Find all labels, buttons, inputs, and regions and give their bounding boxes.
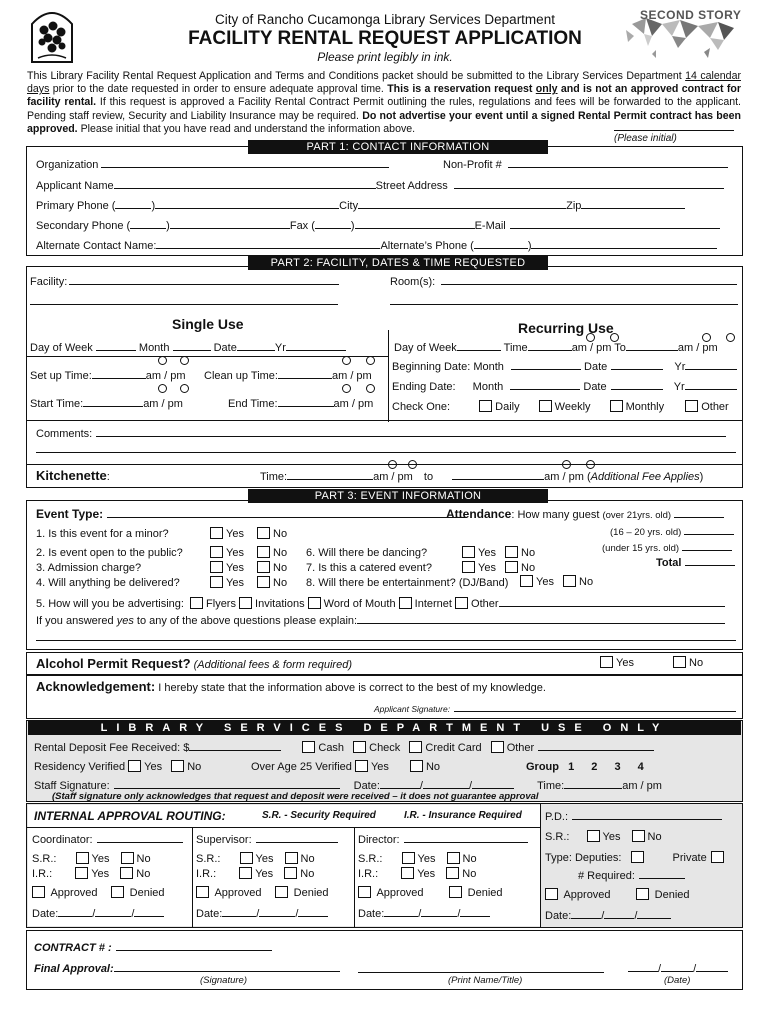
end-yr-field[interactable] (685, 379, 737, 390)
part3-heading: PART 3: EVENT INFORMATION (248, 489, 548, 503)
staff-date-month[interactable] (380, 778, 420, 789)
sr-legend: S.R. - Security Required (262, 810, 376, 821)
recurring-use-heading: Recurring Use (518, 320, 614, 336)
kitchenette-label: Kitchenette (36, 468, 107, 483)
q1-no-checkbox[interactable] (257, 527, 270, 539)
q3-no-checkbox[interactable] (257, 561, 270, 573)
weekly-checkbox[interactable] (539, 400, 552, 412)
applicant-signature-field[interactable] (454, 703, 736, 712)
deposit-amount-field[interactable] (189, 740, 281, 751)
internet-checkbox[interactable] (399, 597, 412, 609)
monthly-checkbox[interactable] (610, 400, 623, 412)
applicant-name-field[interactable] (114, 178, 376, 189)
other-payment-checkbox[interactable] (491, 741, 504, 753)
credit-card-checkbox[interactable] (409, 741, 422, 753)
form-subtitle: Please print legibly in ink. (317, 50, 453, 64)
pd-date-day[interactable] (604, 908, 634, 919)
facility-field[interactable] (69, 274, 339, 285)
sup-ir-no-checkbox[interactable] (284, 867, 297, 879)
director-field[interactable] (404, 832, 528, 843)
contract-box (26, 930, 743, 990)
group-1[interactable]: 1 (568, 761, 575, 773)
coordinator-field[interactable] (97, 832, 183, 843)
supervisor-field[interactable] (256, 832, 338, 843)
initial-label: (Please initial) (614, 133, 677, 144)
pd-field[interactable] (572, 809, 722, 820)
q2-no-checkbox[interactable] (257, 546, 270, 558)
q6-label: 6. Will there be dancing? (306, 547, 428, 559)
dir-date-year[interactable] (460, 906, 490, 917)
recurring-to-am-radio[interactable] (702, 333, 711, 342)
staff-date-day[interactable] (423, 778, 469, 789)
group-4[interactable]: 4 (637, 761, 644, 773)
sup-denied-checkbox[interactable] (275, 886, 288, 898)
pd-date-year[interactable] (637, 908, 671, 919)
recurring-to-field[interactable] (626, 340, 678, 351)
routing-heading: INTERNAL APPROVAL ROUTING: (34, 809, 226, 823)
sup-date-month[interactable] (222, 906, 256, 917)
coord-sr-yes-checkbox[interactable] (76, 852, 89, 864)
part1-heading: PART 1: CONTACT INFORMATION (248, 140, 548, 154)
street-address-field[interactable] (454, 178, 724, 189)
dir-sr-yes-checkbox[interactable] (402, 852, 415, 864)
sup-approved-checkbox[interactable] (196, 886, 209, 898)
coord-ir-yes-checkbox[interactable] (75, 867, 88, 879)
single-month-field[interactable] (173, 340, 211, 351)
sup-date-day[interactable] (259, 906, 295, 917)
date-caption: (Date) (664, 975, 691, 986)
explain-field[interactable] (357, 613, 725, 624)
group-2[interactable]: 2 (591, 761, 598, 773)
setup-time-field[interactable] (92, 368, 146, 379)
other-recurring-checkbox[interactable] (685, 400, 698, 412)
secondary-phone-area[interactable] (130, 218, 166, 229)
q1-label: 1. Is this event for a minor? (36, 528, 169, 540)
nonprofit-field[interactable] (508, 157, 728, 168)
attendance-under15-field[interactable] (682, 540, 732, 551)
comments-field[interactable] (96, 426, 726, 437)
dir-date-day[interactable] (421, 906, 457, 917)
staff-signature-field[interactable] (114, 778, 340, 789)
q8-label: 8. Will there be entertainment? (DJ/Band) (306, 577, 509, 589)
staff-date-year[interactable] (472, 778, 514, 789)
recurring-am-radio[interactable] (586, 333, 595, 342)
setup-am-radio[interactable] (158, 356, 167, 365)
q7-label: 7. Is this a catered event? (306, 562, 432, 574)
other-payment-field[interactable] (538, 740, 654, 751)
sup-date-year[interactable] (298, 906, 328, 917)
coord-sr-no-checkbox[interactable] (121, 852, 134, 864)
dir-ir-no-checkbox[interactable] (446, 867, 459, 879)
alt-phone-area[interactable] (474, 238, 528, 249)
q6-yes-checkbox[interactable] (462, 546, 475, 558)
num-required-field[interactable] (639, 868, 685, 879)
end-time-field[interactable] (278, 396, 334, 407)
other-advertising-checkbox[interactable] (455, 597, 468, 609)
contract-number-field[interactable] (116, 940, 272, 951)
begin-month-field[interactable] (511, 359, 581, 370)
staff-disclaimer: (Staff signature only acknowledges that request and deposit were received – it does not guarantee approval (52, 791, 539, 802)
intro-paragraph: This Library Facility Rental Request Application and Terms and Conditions packet should be submitted to the Library Services Department 14 calendar days prior to the date requested in order to ensure adequate approval time. This is a reservation request only and is not an approved contract for facility rental. If this request is approved a Facility Rental Contract Permit outlining the rules, regulations and fees will be forwarded to the applicant. Pending staff review, Security and Liability Insurance may be required. Do not advertise your event until a signed Rental Permit contract has been approved. Please initial that you have read and understand the information above. (27, 70, 742, 135)
event-type-field[interactable] (107, 507, 467, 518)
invitations-checkbox[interactable] (239, 597, 252, 609)
deputies-checkbox[interactable] (631, 851, 644, 863)
q3-yes-checkbox[interactable] (210, 561, 223, 573)
dir-approved-checkbox[interactable] (358, 886, 371, 898)
ack-label: Acknowledgement: (36, 679, 156, 694)
q7-yes-checkbox[interactable] (462, 561, 475, 573)
daily-checkbox[interactable] (479, 400, 492, 412)
coord-date-day[interactable] (95, 906, 131, 917)
sup-sr-yes-checkbox[interactable] (240, 852, 253, 864)
cleanup-am-radio[interactable] (342, 356, 351, 365)
alt-contact-field[interactable] (156, 238, 380, 249)
city-field[interactable] (358, 198, 566, 209)
dir-denied-checkbox[interactable] (449, 886, 462, 898)
email-field[interactable] (510, 218, 720, 229)
logo-text: SECOND STORY (640, 8, 742, 22)
alcohol-yes-checkbox[interactable] (600, 656, 613, 668)
pd-sr-yes-checkbox[interactable] (587, 830, 600, 842)
q1-yes-checkbox[interactable] (210, 527, 223, 539)
part3-box (26, 500, 743, 650)
end-am-radio[interactable] (342, 384, 351, 393)
over25-no-checkbox[interactable] (410, 760, 423, 772)
signature-caption: (Signature) (200, 975, 247, 986)
rooms-field[interactable] (441, 274, 737, 285)
final-date-year[interactable] (696, 961, 728, 972)
group-3[interactable]: 3 (614, 761, 621, 773)
part2-heading: PART 2: FACILITY, DATES & TIME REQUESTED (248, 256, 548, 270)
q4-no-checkbox[interactable] (257, 576, 270, 588)
residency-yes-checkbox[interactable] (128, 760, 141, 772)
attendance-over21-field[interactable] (674, 507, 724, 518)
recurring-day-field[interactable] (457, 340, 501, 351)
coord-date-year[interactable] (134, 906, 164, 917)
residency-no-checkbox[interactable] (171, 760, 184, 772)
kitchen-start-am-radio[interactable] (388, 460, 397, 469)
pd-date-month[interactable] (571, 908, 601, 919)
pd-approved-checkbox[interactable] (545, 888, 558, 900)
q4-label: 4. Will anything be delivered? (36, 577, 180, 589)
flyers-checkbox[interactable] (190, 597, 203, 609)
alcohol-no-checkbox[interactable] (673, 656, 686, 668)
final-date-month[interactable] (628, 961, 658, 972)
staff-time-field[interactable] (564, 778, 622, 789)
final-approval-signature[interactable] (114, 961, 340, 972)
kitchen-start-pm-radio[interactable] (408, 460, 417, 469)
department-name: City of Rancho Cucamonga Library Services Department (215, 12, 555, 27)
other-advertising-field[interactable] (499, 596, 725, 607)
coord-approved-checkbox[interactable] (32, 886, 45, 898)
pd-sr-no-checkbox[interactable] (632, 830, 645, 842)
zip-field[interactable] (581, 198, 685, 209)
recurring-time-field[interactable] (528, 340, 572, 351)
begin-date-field[interactable] (611, 359, 663, 370)
q7-no-checkbox[interactable] (505, 561, 518, 573)
organization-field[interactable] (101, 157, 389, 168)
cleanup-time-field[interactable] (278, 368, 332, 379)
setup-pm-radio[interactable] (180, 356, 189, 365)
end-month-field[interactable] (510, 379, 580, 390)
private-checkbox[interactable] (711, 851, 724, 863)
q8-no-checkbox[interactable] (563, 575, 576, 587)
final-date-day[interactable] (661, 961, 693, 972)
q4-yes-checkbox[interactable] (210, 576, 223, 588)
form-title: FACILITY RENTAL REQUEST APPLICATION (188, 28, 582, 49)
sup-sr-no-checkbox[interactable] (285, 852, 298, 864)
attendance-16-20-field[interactable] (684, 524, 734, 535)
alcohol-label: Alcohol Permit Request? (36, 656, 191, 671)
coord-denied-checkbox[interactable] (111, 886, 124, 898)
kitchen-start-field[interactable] (287, 469, 373, 480)
secondary-phone-field[interactable] (170, 218, 290, 229)
primary-phone-field[interactable] (155, 198, 339, 209)
dir-date-month[interactable] (384, 906, 418, 917)
attendance-total-field[interactable] (685, 555, 735, 566)
kitchen-end-pm-radio[interactable] (586, 460, 595, 469)
ir-legend: I.R. - Insurance Required (404, 810, 522, 821)
q6-no-checkbox[interactable] (505, 546, 518, 558)
over25-yes-checkbox[interactable] (355, 760, 368, 772)
word-of-mouth-checkbox[interactable] (308, 597, 321, 609)
q8-yes-checkbox[interactable] (520, 575, 533, 587)
staff-heading: LIBRARY SERVICES DEPARTMENT USE ONLY (28, 721, 741, 735)
q3-label: 3. Admission charge? (36, 562, 142, 574)
sup-ir-yes-checkbox[interactable] (239, 867, 252, 879)
begin-yr-field[interactable] (685, 359, 737, 370)
q2-yes-checkbox[interactable] (210, 546, 223, 558)
fax-field[interactable] (355, 218, 475, 229)
single-yr-field[interactable] (286, 340, 346, 351)
cash-checkbox[interactable] (302, 741, 315, 753)
pd-denied-checkbox[interactable] (636, 888, 649, 900)
coord-date-month[interactable] (58, 906, 92, 917)
kitchen-end-field[interactable] (452, 469, 544, 480)
q2-label: 2. Is event open to the public? (36, 547, 183, 559)
single-use-heading: Single Use (172, 316, 244, 332)
dir-ir-yes-checkbox[interactable] (401, 867, 414, 879)
print-name-caption: (Print Name/Title) (448, 975, 523, 986)
end-date-field[interactable] (611, 379, 663, 390)
start-time-field[interactable] (83, 396, 143, 407)
single-day-field[interactable] (96, 340, 136, 351)
primary-phone-area[interactable] (115, 198, 151, 209)
dir-sr-no-checkbox[interactable] (447, 852, 460, 864)
check-checkbox[interactable] (353, 741, 366, 753)
coord-ir-no-checkbox[interactable] (120, 867, 133, 879)
recurring-pm-radio[interactable] (610, 333, 619, 342)
end-pm-radio[interactable] (366, 384, 375, 393)
recurring-to-pm-radio[interactable] (726, 333, 735, 342)
cleanup-pm-radio[interactable] (366, 356, 375, 365)
single-date-field[interactable] (237, 340, 275, 351)
kitchen-end-am-radio[interactable] (562, 460, 571, 469)
alt-phone-field[interactable] (531, 238, 717, 249)
use-divider (388, 330, 389, 422)
start-am-radio[interactable] (158, 384, 167, 393)
fax-area[interactable] (315, 218, 351, 229)
start-pm-radio[interactable] (180, 384, 189, 393)
